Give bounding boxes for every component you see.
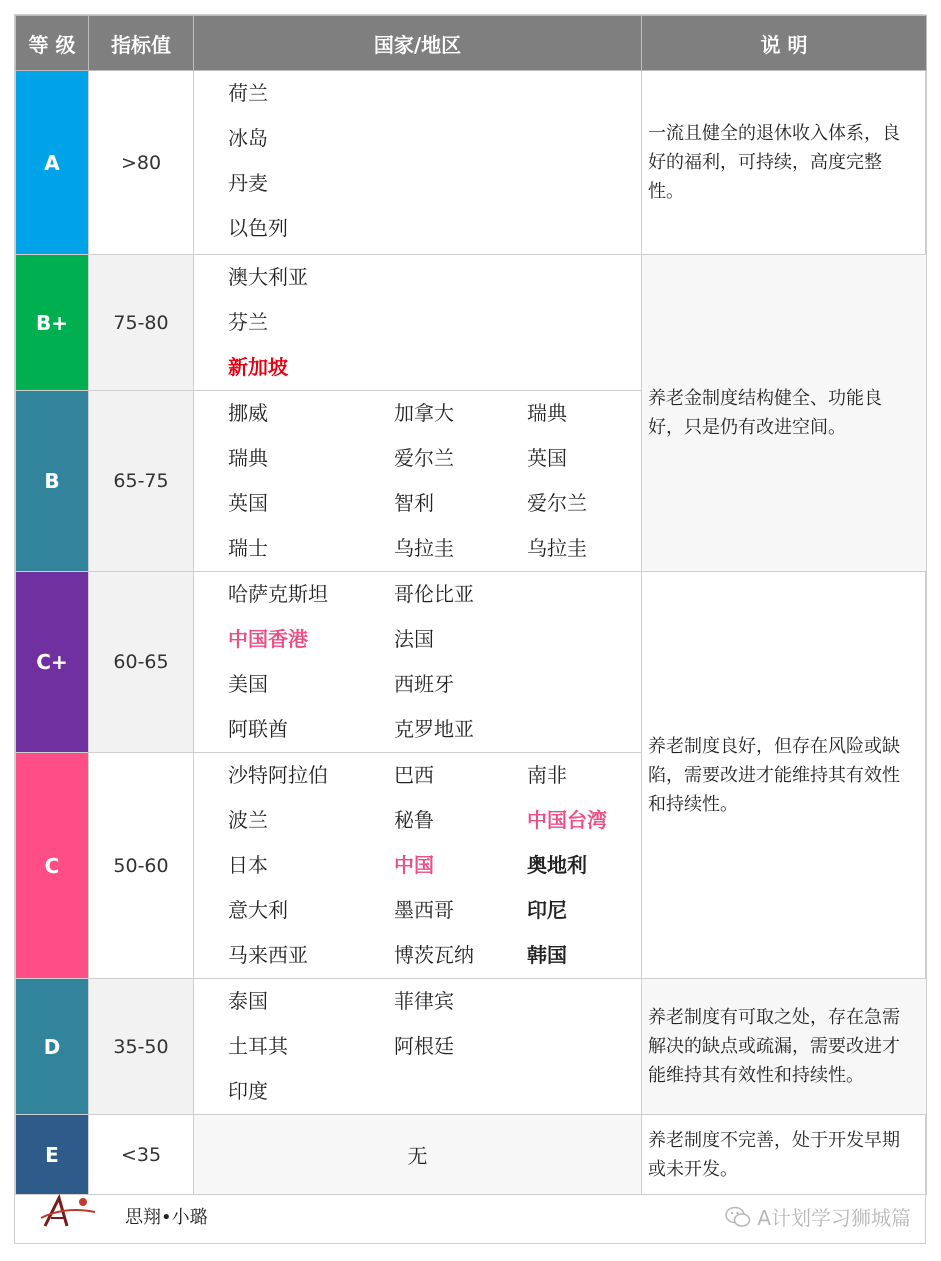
country-item: 瑞士 — [228, 536, 268, 560]
logo-mark-icon — [37, 1192, 99, 1240]
description-a: 一流且健全的退休收入体系，良好的福利，可持续，高度完整性。 — [642, 71, 927, 255]
country-item: 克罗地亚 — [394, 717, 474, 741]
country-item: 墨西哥 — [394, 898, 454, 922]
country-item-highlight: 中国 — [394, 853, 434, 877]
country-item: 阿联酋 — [228, 717, 288, 741]
country-item: 意大利 — [228, 898, 288, 922]
pension-grade-table — [15, 15, 927, 1195]
value-b: 65-75 — [89, 391, 194, 572]
description-d: 养老制度有可取之处，存在急需解决的缺点或疏漏，需要改进才能维持其有效性和持续性。 — [642, 979, 927, 1115]
country-item: 乌拉圭 — [394, 536, 454, 560]
country-item: 爱尔兰 — [394, 446, 454, 470]
country-item: 马来西亚 — [228, 943, 308, 967]
country-item: 荷兰 — [228, 81, 268, 105]
country-item: 南非 — [527, 763, 567, 787]
country-item: 印度 — [228, 1079, 268, 1103]
country-item: 英国 — [228, 491, 268, 515]
country-item: 哥伦比亚 — [394, 582, 474, 606]
value-a: >80 — [89, 71, 194, 255]
country-item: 印尼 — [527, 898, 567, 922]
country-item: 泰国 — [228, 989, 268, 1013]
description-e: 养老制度不完善，处于开发早期或未开发。 — [642, 1115, 927, 1195]
grade-e: E — [16, 1115, 89, 1195]
country-item: 沙特阿拉伯 — [228, 763, 328, 787]
country-item: 韩国 — [527, 943, 567, 967]
country-item: 西班牙 — [394, 672, 454, 696]
value-b-plus: 75-80 — [89, 255, 194, 391]
country-item: 芬兰 — [228, 310, 268, 334]
table-row-c-plus — [16, 572, 927, 753]
table-row-a — [16, 71, 927, 255]
value-e: <35 — [89, 1115, 194, 1195]
country-item: 波兰 — [228, 808, 268, 832]
country-item: 英国 — [527, 446, 567, 470]
description-b: 养老金制度结构健全、功能良好，只是仍有改进空间。 — [642, 255, 927, 572]
grade-a: A — [16, 71, 89, 255]
header-value: 指标值 — [89, 16, 194, 71]
header-grade: 等 级 — [16, 16, 89, 71]
country-item: 菲律宾 — [394, 989, 454, 1013]
watermark-text: A计划学习狮城篇 — [757, 1206, 911, 1230]
countries-b — [194, 391, 642, 572]
country-item: 哈萨克斯坦 — [228, 582, 328, 606]
value-c: 50-60 — [89, 753, 194, 979]
country-item: 奥地利 — [527, 853, 587, 877]
country-item: 挪威 — [228, 401, 268, 425]
country-item: 土耳其 — [228, 1034, 288, 1058]
table-row-e — [16, 1115, 927, 1195]
country-item: 瑞典 — [527, 401, 567, 425]
country-item: 乌拉圭 — [527, 536, 587, 560]
country-item: 美国 — [228, 672, 268, 696]
country-item: 智利 — [394, 491, 434, 515]
countries-a — [194, 71, 642, 255]
country-item: 博茨瓦纳 — [394, 943, 474, 967]
logo — [37, 1192, 99, 1240]
country-item: 阿根廷 — [394, 1034, 454, 1058]
countries-c-plus — [194, 572, 642, 753]
country-item: 加拿大 — [394, 401, 454, 425]
value-c-plus: 60-65 — [89, 572, 194, 753]
author-name: 思翔•小璐 — [125, 1207, 208, 1228]
header-description: 说 明 — [642, 16, 927, 71]
country-item: 爱尔兰 — [527, 491, 587, 515]
table-row-d — [16, 979, 927, 1115]
grade-d: D — [16, 979, 89, 1115]
country-item-highlight: 中国台湾 — [527, 808, 607, 832]
table-row-b-plus — [16, 255, 927, 391]
country-item: 冰岛 — [228, 126, 268, 150]
country-item: 巴西 — [394, 763, 434, 787]
country-item: 瑞典 — [228, 446, 268, 470]
country-item: 以色列 — [228, 216, 288, 240]
countries-b-plus — [194, 255, 642, 391]
grade-b: B — [16, 391, 89, 572]
country-item: 丹麦 — [228, 171, 268, 195]
country-item-highlight: 中国香港 — [228, 627, 308, 651]
watermark — [725, 1202, 911, 1231]
country-item: 法国 — [394, 627, 434, 651]
countries-d — [194, 979, 642, 1115]
grade-c-plus: C+ — [16, 572, 89, 753]
value-d: 35-50 — [89, 979, 194, 1115]
countries-e: 无 — [194, 1115, 642, 1195]
country-item: 澳大利亚 — [228, 265, 308, 289]
country-item-highlight: 新加坡 — [228, 355, 288, 379]
wechat-icon — [725, 1206, 751, 1228]
header-row — [16, 16, 927, 71]
countries-c — [194, 753, 642, 979]
grade-b-plus: B+ — [16, 255, 89, 391]
grade-c: C — [16, 753, 89, 979]
header-region: 国家/地区 — [194, 16, 642, 71]
description-c: 养老制度良好，但存在风险或缺陷，需要改进才能维持其有效性和持续性。 — [642, 572, 927, 979]
footer — [15, 1188, 925, 1243]
country-item: 日本 — [228, 853, 268, 877]
country-item: 秘鲁 — [394, 808, 434, 832]
